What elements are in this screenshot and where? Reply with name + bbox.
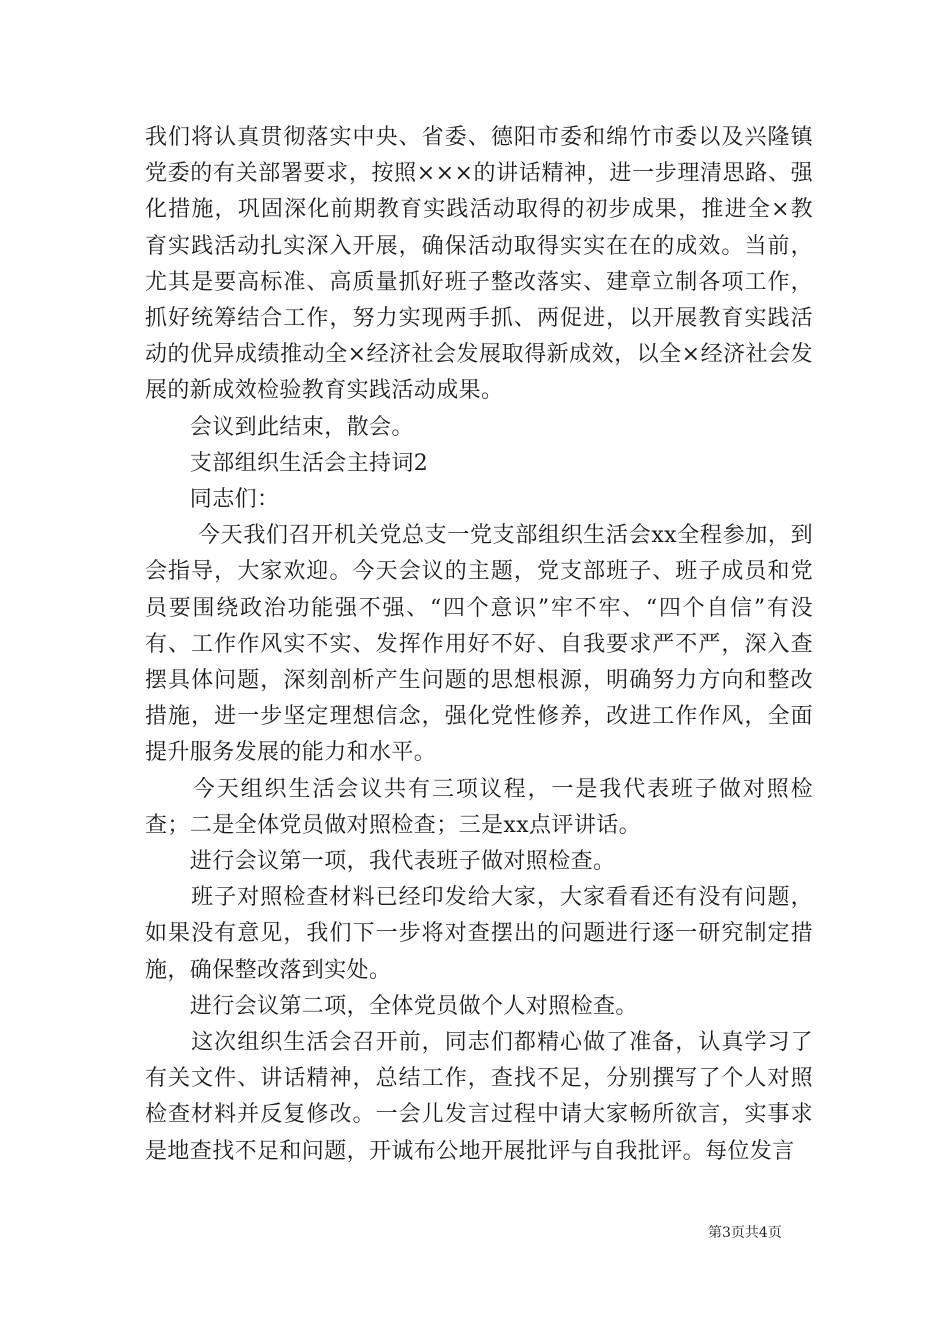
- paragraph-7: 进行会议第一项，我代表班子做对照检查。: [145, 849, 616, 875]
- document-body: [145, 120, 813, 1170]
- paragraph-6: 今天组织生活会议共有三项议程，一是我代表班子做对照检查；二是全体党员做对照检查；三是xx点评讲话。: [145, 776, 813, 838]
- salutation: 同志们：: [145, 487, 280, 513]
- paragraph-2: 会议到此结束，散会。: [145, 414, 414, 440]
- paragraph-10: 这次组织生活会召开前，同志们都精心做了准备，认真学习了有关文件、讲话精神，总结工作，查找不足，分别撰写了个人对照检查材料并反复修改。一会儿发言过程中请大家畅所欲言，实事求是地查找不足和问题，开诚布公地开展批评与自我批评。每位发言: [145, 1030, 813, 1164]
- paragraph-9: 进行会议第二项，全体党员做个人对照检查。: [145, 993, 638, 1019]
- section-heading: 支部组织生活会主持词2: [145, 450, 429, 476]
- paragraph-1: 我们将认真贯彻落实中央、省委、德阳市委和绵竹市委以及兴隆镇党委的有关部署要求，按照×××的讲话精神，进一步理清思路、强化措施，巩固深化前期教育实践活动取得的初步成果，推进全×教育实践活动扎实深入开展，确保活动取得实实在在的成效。当前，尤其是要高标准、高质量抓好班子整改落实、建章立制各项工作，抓好统筹结合工作，努力实现两手抓、两促进，以开展教育实践活动的优异成绩推动全×经济社会发展取得新成效，以全×经济社会发展的新成效检验教育实践活动成果。: [145, 125, 813, 404]
- page-number: 第3页共4页: [708, 1225, 782, 1241]
- paragraph-8: 班子对照检查材料已经印发给大家，大家看看还有没有问题，如果没有意见，我们下一步将对查摆出的问题进行逐一研究制定措施，确保整改落到实处。: [145, 885, 813, 983]
- paragraph-5: 今天我们召开机关党总支一党支部组织生活会xx全程参加，到会指导，大家欢迎。今天会议的主题，党支部班子、班子成员和党员要围绕政治功能强不强、“四个意识”牢不牢、“四个自信”有没有、工作作风实不实、发挥作用好不好、自我要求严不严，深入查摆具体问题，深刻剖析产生问题的思想根源，明确努力方向和整改措施，进一步坚定理想信念，强化党性修养，改进工作作风，全面提升服务发展的能力和水平。: [145, 523, 813, 766]
